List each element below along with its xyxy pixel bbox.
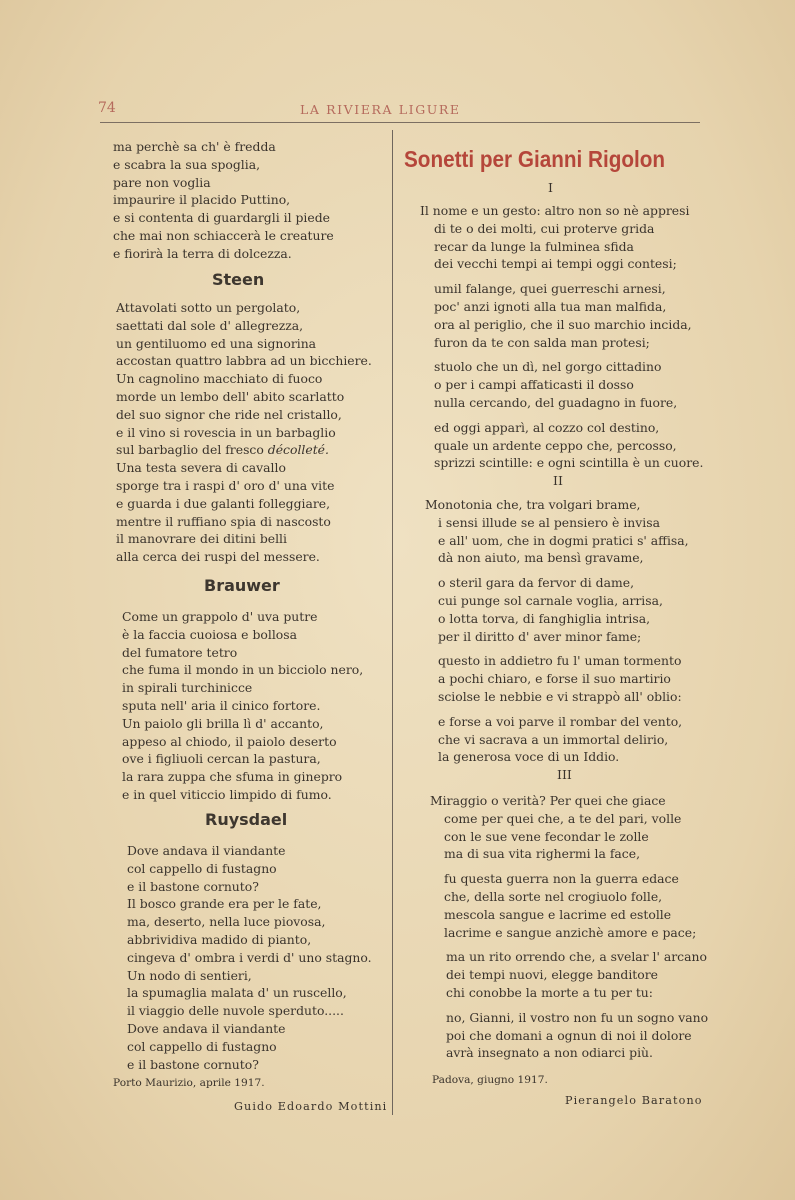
poem-line: sprizzi scintille: e ogni scintilla è un cuore. [434, 455, 704, 471]
poem-line: e il vino si rovescia in un barbaglio [116, 424, 336, 440]
poem-line: questo in addietro fu l' uman tormento [438, 653, 682, 669]
poem-line: nulla cercando, del guadagno in fuore, [434, 394, 678, 410]
poem-line: e fiorirà la terra di dolcezza. [113, 245, 292, 261]
poem-line: saettati dal sole d' allegrezza, [116, 317, 304, 333]
poem-line: e all' uom, che in dogmi pratici s' affisa, [438, 532, 689, 548]
poem-line: o steril gara da fervor di dame, [438, 575, 635, 591]
poem-line: cingeva d' ombra i verdi d' uno stagno. [127, 949, 372, 965]
poem-line: avrà insegnato a non odiarci più. [446, 1045, 653, 1061]
poem-line: Un cagnolino macchiato di fuoco [116, 371, 323, 387]
poem-line: che mai non schiaccerà le creature [113, 227, 334, 243]
poem-line: poc' anzi ignoti alla tua man malfida, [434, 298, 667, 314]
poem-line: quale un ardente ceppo che, percosso, [434, 437, 677, 453]
poem-line: appeso al chiodo, il paiolo deserto [122, 733, 337, 749]
poem-line: di te o dei molti, cui proterve grida [434, 220, 655, 236]
poem-line: poi che domani a ognun di noi il dolore [446, 1027, 692, 1043]
author-right: Pierangelo Baratono [565, 1094, 703, 1107]
poem-line: per il diritto d' aver minor fame; [438, 628, 642, 644]
column-divider [392, 130, 393, 1115]
sonnet-1 [420, 202, 703, 472]
poem-line: del fumatore tetro [122, 644, 238, 660]
poem-line: Miraggio o verità? Per quei che giace [430, 793, 666, 808]
poem-line: ove i figliuoli cercan la pastura, [122, 751, 321, 767]
poem-brauwer [122, 608, 363, 804]
poem-line: morde un lembo dell' abito scarlatto [116, 388, 345, 404]
poem-line: o per i campi affaticasti il dosso [434, 377, 634, 393]
section-title-ruysdael: Ruysdael [205, 810, 288, 829]
poem-line: con le sue vene fecondar le zolle [444, 828, 649, 844]
poem-line: la generosa voce di un Iddio. [438, 749, 620, 765]
header-rule [100, 122, 700, 123]
poem-line: dei tempi nuovi, elegge banditore [446, 967, 658, 983]
place-date-right: Padova, giugno 1917. [432, 1074, 548, 1086]
poem-line: il viaggio delle nuvole sperduto..... [127, 1003, 344, 1019]
poem-line: che vi sacrava a un immortal delirio, [438, 731, 669, 747]
poem-line: Un paiolo gli brilla lì d' accanto, [122, 715, 324, 731]
poem-line [116, 441, 372, 459]
poem-line: ma, deserto, nella luce piovosa, [127, 914, 326, 930]
italic-word: décolleté. [267, 442, 329, 458]
poem-line: ma un rito orrendo che, a svelar l' arcano [446, 949, 707, 965]
poem-line: pare non voglia [113, 174, 211, 190]
poem-line: umil falange, quei guerreschi arnesi, [434, 281, 666, 297]
poem-line: Dove andava il viandante [127, 843, 286, 858]
sonnet-3 [430, 792, 708, 1062]
poem-line: accostan quattro labbra ad un bicchiere. [116, 353, 372, 369]
poem-line: e il bastone cornuto? [127, 878, 259, 894]
poem-line: lacrime e sangue anzichè amore e pace; [444, 924, 697, 940]
poem-line: un gentiluomo ed una signorina [116, 335, 317, 351]
poem-line: in spirali turchinicce [122, 680, 253, 696]
poem-line: è la faccia cuoiosa e bollosa [122, 626, 297, 642]
poem-line: alla cerca dei ruspi del messere. [116, 549, 320, 565]
poem-line: mescola sangue e lacrime ed estolle [444, 906, 672, 922]
poem-line: Il bosco grande era per le fate, [127, 896, 322, 912]
poem-line: stuolo che un dì, nel gorgo cittadino [434, 359, 662, 375]
page-number: 74 [98, 100, 116, 116]
poem-line: Dove andava il viandante [127, 1020, 286, 1036]
poem-line: fu questa guerra non la guerra edace [444, 871, 679, 887]
poem-line: del suo signor che ride nel cristallo, [116, 406, 342, 422]
poem-line: e il bastone cornuto? [127, 1056, 259, 1072]
sonnet-numeral: II [553, 473, 563, 488]
poem-line: che fuma il mondo in un bicciolo nero, [122, 662, 364, 678]
sonnet-numeral: I [548, 180, 553, 195]
poem-line: i sensi illude se al pensiero è invisa [438, 514, 660, 530]
poem-line: recar da lunge la fulminea sfida [434, 238, 634, 254]
poem-line: a pochi chiaro, e forse il suo martirio [438, 671, 671, 687]
poem-line: e scabra la sua spoglia, [113, 156, 261, 172]
poem-line: e guarda i due galanti folleggiare, [116, 495, 331, 511]
poem-line: ma di sua vita righermi la face, [444, 846, 641, 862]
poem-line: mentre il ruffiano spia di nascosto [116, 513, 331, 529]
poem-line: e in quel viticcio limpido di fumo. [122, 786, 332, 802]
poem-steen [116, 299, 372, 566]
poem-line: dei vecchi tempi ai tempi oggi contesi; [434, 256, 677, 272]
poem-line: dà non aiuto, ma bensì gravame, [438, 550, 644, 566]
poem-line: cui punge sol carnale voglia, arrisa, [438, 592, 663, 608]
poem-line: Come un grappolo d' uva putre [122, 609, 318, 624]
poem-line: come per quei che, a te del pari, volle [444, 810, 682, 826]
poem-line: furon da te con salda man protesi; [434, 334, 650, 350]
poem-line: abbrividiva madido di pianto, [127, 931, 312, 947]
article-title: Sonetti per Gianni Rigolon [404, 146, 666, 172]
sonnet-numeral: III [557, 767, 572, 782]
poem-line: che, della sorte nel crogiuolo folle, [444, 888, 663, 904]
poem-line: Un nodo di sentieri, [127, 967, 252, 983]
poem-line: Una testa severa di cavallo [116, 460, 286, 476]
poem-line: col cappello di fustagno [127, 1038, 277, 1054]
poem-line: e forse a voi parve il rombar del vento, [438, 713, 683, 729]
sonnet-2 [425, 496, 689, 766]
poem-line: chi conobbe la morte a tu per tu: [446, 984, 653, 1000]
poem-line: ma perchè sa ch' è fredda [113, 139, 276, 154]
journal-title: LA RIVIERA LIGURE [300, 102, 461, 117]
poem-line-text: sul barbaglio del fresco [116, 442, 264, 458]
poem-line: il manovrare dei ditini belli [116, 531, 287, 547]
poem-line: sporge tra i raspi d' oro d' una vite [116, 477, 335, 493]
place-date-left: Porto Maurizio, aprile 1917. [113, 1077, 265, 1089]
poem-line: ed oggi apparì, al cozzo col destino, [434, 419, 660, 435]
poem-line: Monotonia che, tra volgari brame, [425, 497, 641, 512]
author-left: Guido Edoardo Mottini [234, 1100, 388, 1113]
poem-line: Attavolati sotto un pergolato, [116, 300, 301, 315]
poem-line: la rara zuppa che sfuma in ginepro [122, 769, 343, 785]
intro-poem [113, 138, 334, 263]
poem-line: col cappello di fustagno [127, 860, 277, 876]
section-title-steen: Steen [212, 270, 265, 289]
poem-line: o lotta torva, di fanghiglia intrisa, [438, 610, 651, 626]
poem-line: e si contenta di guardargli il piede [113, 210, 330, 226]
poem-line: Il nome e un gesto: altro non so nè appresi [420, 203, 690, 218]
poem-line: ora al periglio, che il suo marchio incida, [434, 316, 692, 332]
poem-ruysdael [127, 842, 372, 1073]
poem-line: sputa nell' aria il cinico fortore. [122, 697, 321, 713]
poem-line: impaurire il placido Puttino, [113, 192, 291, 208]
section-title-brauwer: Brauwer [204, 576, 280, 595]
poem-line: sciolse le nebbie e vi strappò all' oblio: [438, 688, 682, 704]
poem-line: no, Gianni, il vostro non fu un sogno vano [446, 1009, 709, 1025]
poem-line: la spumaglia malata d' un ruscello, [127, 985, 347, 1001]
